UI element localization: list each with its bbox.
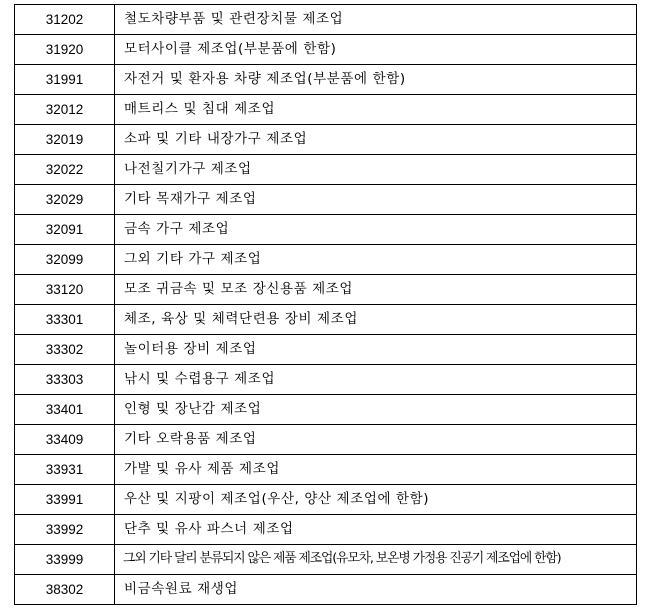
industry-code-cell: 32012 (15, 95, 115, 125)
industry-name-cell: 단추 및 유사 파스너 제조업 (115, 515, 637, 545)
industry-code-table-body (15, 5, 637, 605)
industry-name-cell: 낚시 및 수렵용구 제조업 (115, 365, 637, 395)
industry-code-cell: 31920 (15, 35, 115, 65)
industry-name-cell: 체조, 육상 및 체력단련용 장비 제조업 (115, 305, 637, 335)
industry-code-cell: 33409 (15, 425, 115, 455)
table-row (15, 155, 637, 185)
industry-name-cell: 모터사이클 제조업(부분품에 한함) (115, 35, 637, 65)
industry-name-cell: 가발 및 유사 제품 제조업 (115, 455, 637, 485)
table-row (15, 65, 637, 95)
industry-code-cell: 33991 (15, 485, 115, 515)
industry-code-table (14, 4, 637, 605)
industry-name-cell: 우산 및 지팡이 제조업(우산, 양산 제조업에 한함) (115, 485, 637, 515)
table-row (15, 305, 637, 335)
table-row (15, 545, 637, 575)
table-row (15, 515, 637, 545)
industry-code-cell: 33302 (15, 335, 115, 365)
table-row (15, 245, 637, 275)
industry-code-cell: 31991 (15, 65, 115, 95)
table-row (15, 365, 637, 395)
table-row (15, 95, 637, 125)
industry-name-cell: 놀이터용 장비 제조업 (115, 335, 637, 365)
industry-name-cell: 철도차량부품 및 관련장치물 제조업 (115, 5, 637, 35)
table-row (15, 35, 637, 65)
industry-code-cell: 33303 (15, 365, 115, 395)
industry-code-cell: 33992 (15, 515, 115, 545)
industry-name-cell: 그외 기타 가구 제조업 (115, 245, 637, 275)
industry-name-cell: 인형 및 장난감 제조업 (115, 395, 637, 425)
industry-name-cell: 매트리스 및 침대 제조업 (115, 95, 637, 125)
industry-code-cell: 33401 (15, 395, 115, 425)
table-row (15, 575, 637, 605)
industry-code-cell: 33931 (15, 455, 115, 485)
table-row (15, 335, 637, 365)
industry-code-cell: 33301 (15, 305, 115, 335)
industry-code-cell: 33120 (15, 275, 115, 305)
table-row (15, 425, 637, 455)
table-row (15, 275, 637, 305)
industry-code-cell: 32091 (15, 215, 115, 245)
table-row (15, 455, 637, 485)
industry-name-cell: 소파 및 기타 내장가구 제조업 (115, 125, 637, 155)
industry-name-cell: 그외 기타 달리 분류되지 않은 제품 제조업(유모차, 보온병 가정용 진공기 제조업에 한함) (115, 545, 637, 575)
industry-code-cell: 38302 (15, 575, 115, 605)
industry-code-cell: 32019 (15, 125, 115, 155)
table-row (15, 125, 637, 155)
industry-name-cell: 나전칠기가구 제조업 (115, 155, 637, 185)
industry-code-cell: 33999 (15, 545, 115, 575)
industry-name-cell: 금속 가구 제조업 (115, 215, 637, 245)
industry-name-cell: 기타 목재가구 제조업 (115, 185, 637, 215)
table-row (15, 485, 637, 515)
industry-code-cell: 31202 (15, 5, 115, 35)
industry-code-cell: 32029 (15, 185, 115, 215)
industry-name-cell: 비금속원료 재생업 (115, 575, 637, 605)
table-row (15, 395, 637, 425)
industry-name-cell: 기타 오락용품 제조업 (115, 425, 637, 455)
table-row (15, 185, 637, 215)
industry-code-cell: 32099 (15, 245, 115, 275)
table-row (15, 5, 637, 35)
industry-name-cell: 자전거 및 환자용 차량 제조업(부분품에 한함) (115, 65, 637, 95)
table-row (15, 215, 637, 245)
industry-code-cell: 32022 (15, 155, 115, 185)
industry-code-table-container (14, 4, 637, 605)
industry-name-cell: 모조 귀금속 및 모조 장신용품 제조업 (115, 275, 637, 305)
